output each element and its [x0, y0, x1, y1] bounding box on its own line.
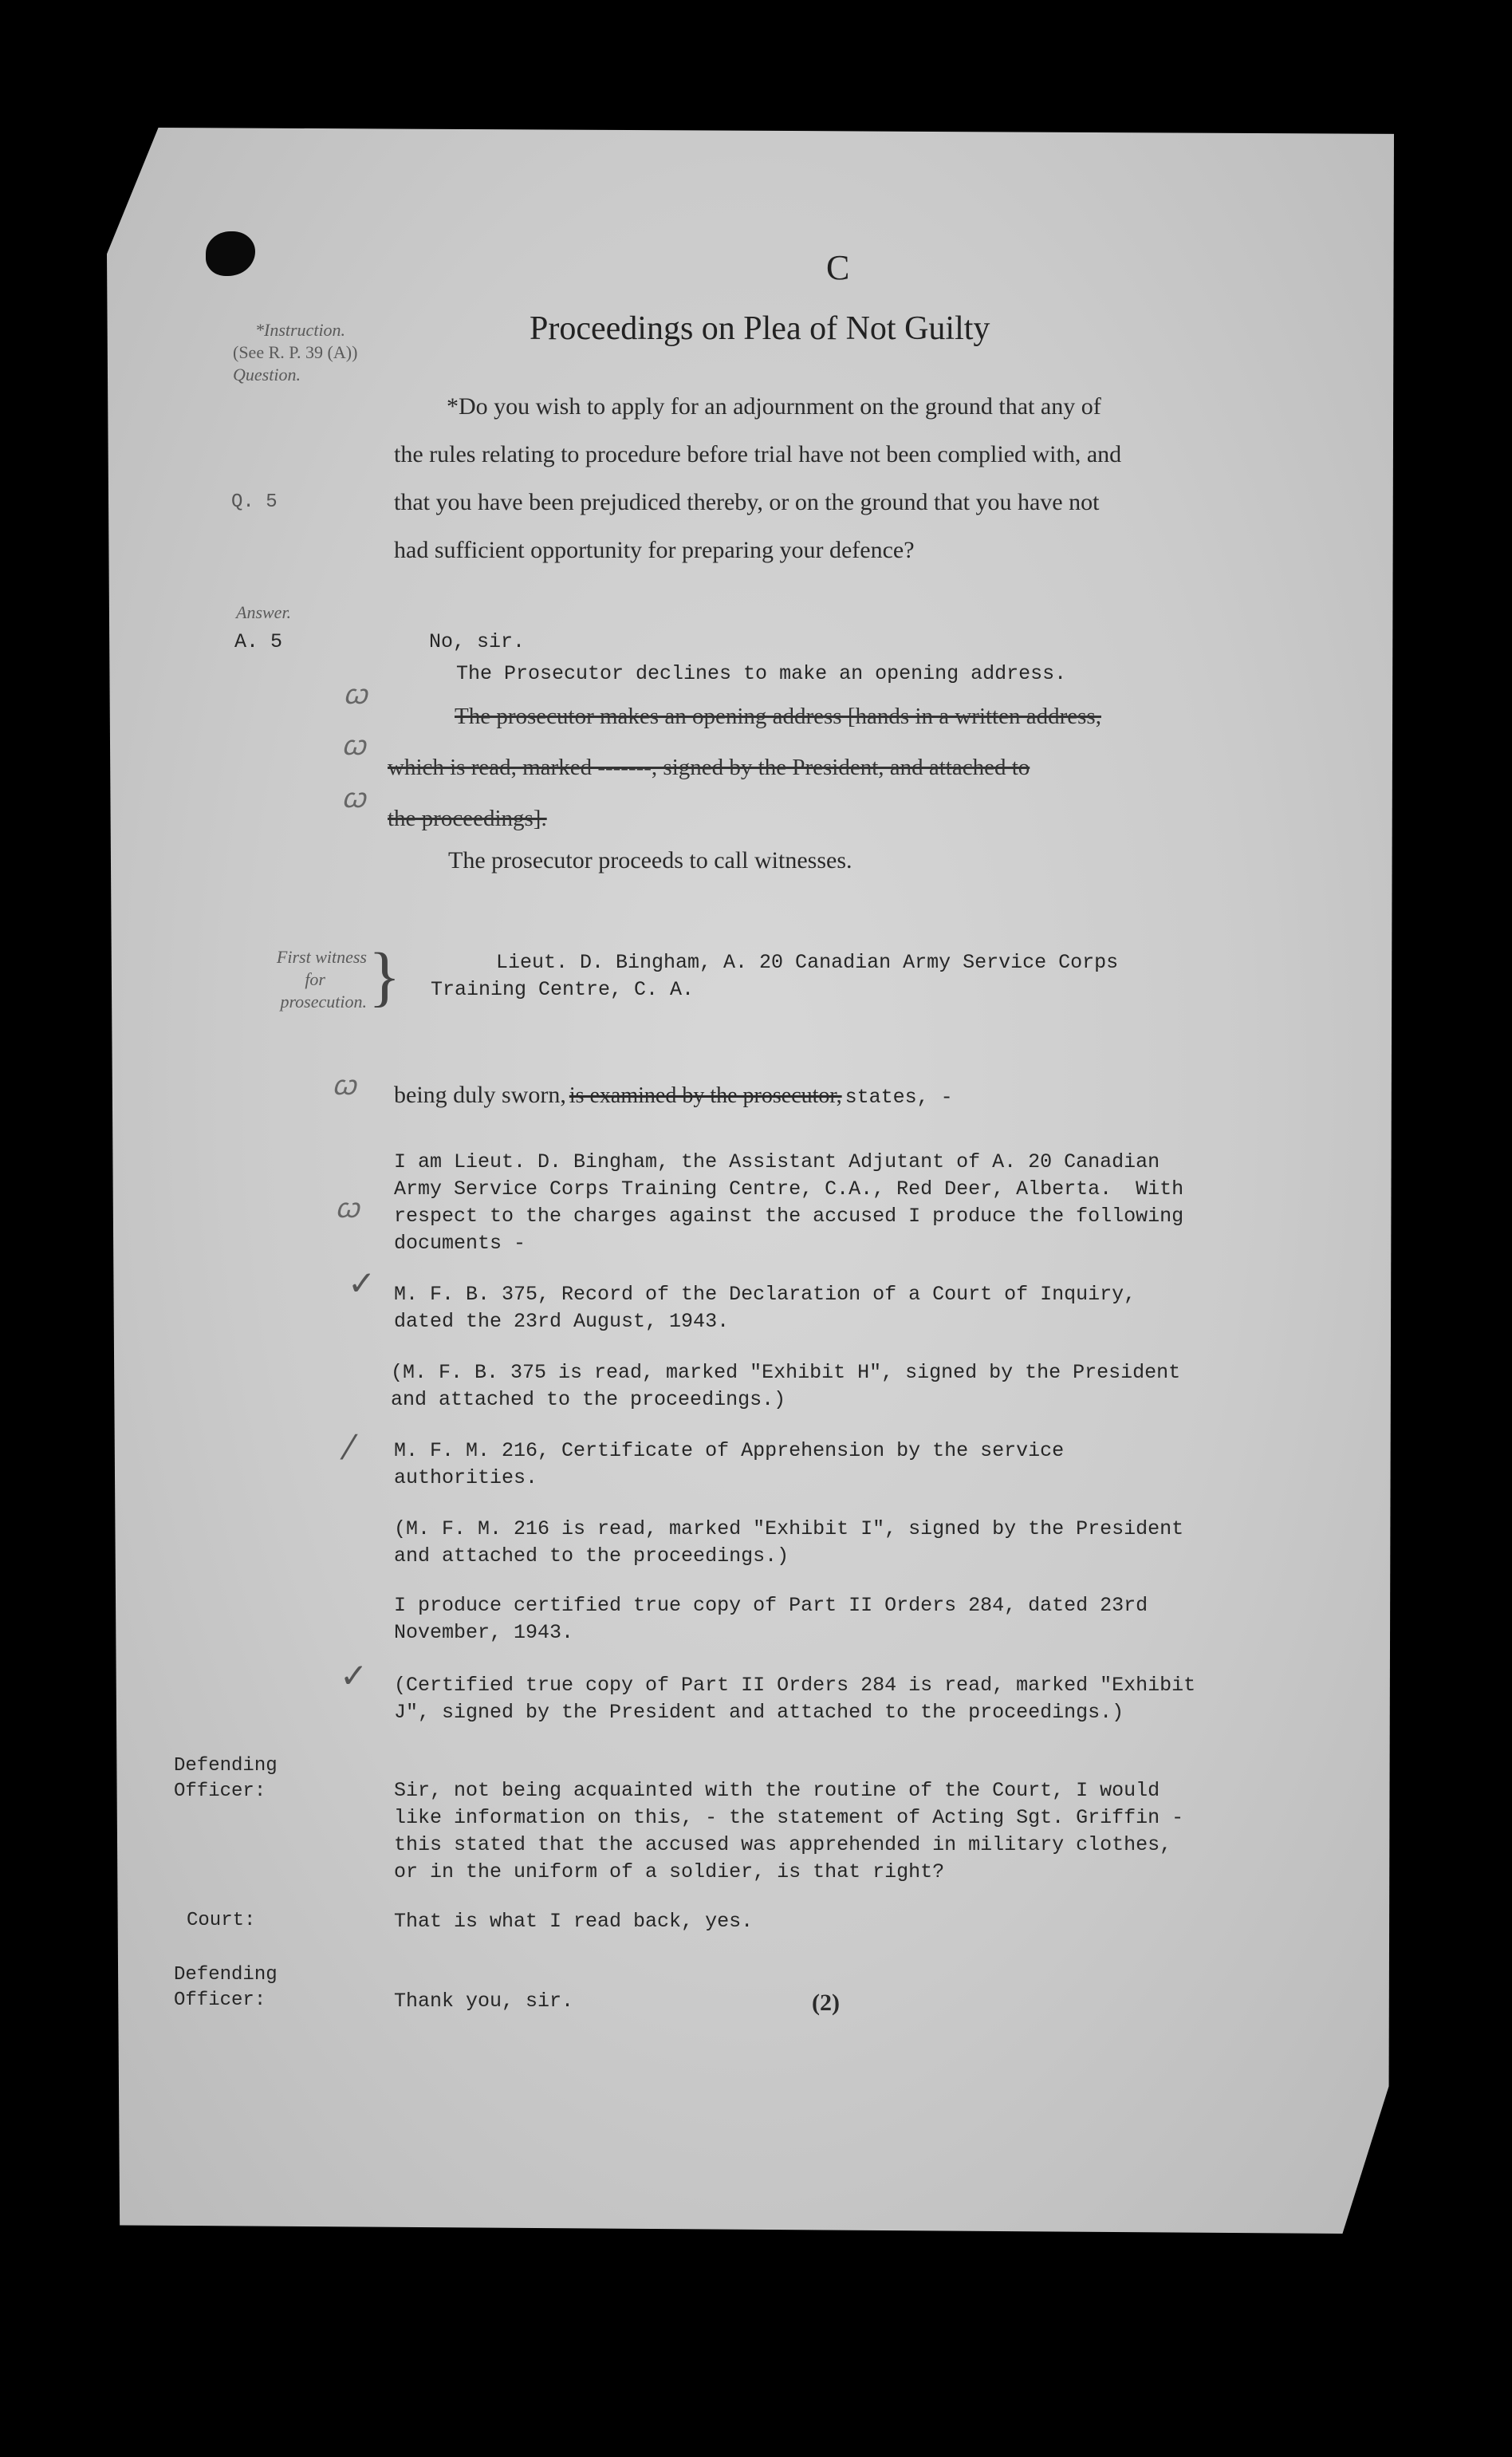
court-reply: That is what I read back, yes.: [394, 1910, 754, 1933]
margin-instruction-line: *Instruction.: [255, 320, 346, 340]
defending-officer-question: Sir, not being acquainted with the routine of the Court, I would like information on this, - the statement of Acting Sgt. Griffin - this stated that the accused was apprehended in military clothes, or in the uniform of a soldier, is that right?: [394, 1779, 1184, 1883]
sworn-suffix: states, -: [845, 1086, 953, 1109]
defending-officer-thanks: Thank you, sir.: [394, 1990, 574, 2013]
testimony-exhibit: (M. F. M. 216 is read, marked "Exhibit I", signed by the President and attached to the proceedings.): [394, 1517, 1184, 1568]
speaker-defending-officer: Defending Officer:: [174, 1964, 278, 2011]
testimony-exhibit: (M. F. B. 375 is read, marked "Exhibit H", signed by the President and attached to the proceedings.): [391, 1361, 1181, 1411]
initials-mark: ꞷ: [343, 679, 368, 711]
check-mark-icon: ⁄: [346, 1428, 352, 1467]
question-line: *Do you wish to apply for an adjournment on the ground that any of: [447, 393, 1101, 420]
question-line: that you have been prejudiced thereby, or on the ground that you have not: [394, 489, 1100, 515]
witness-line: Lieut. D. Bingham, A. 20 Canadian Army Service Corps: [496, 951, 1119, 974]
initials-mark: ꞷ: [332, 1070, 356, 1102]
page-title: Proceedings on Plea of Not Guilty: [530, 310, 990, 347]
initials-mark: ꞷ: [341, 730, 366, 762]
margin-first-witness: [233, 946, 367, 1013]
struck-opening-address: [388, 691, 1101, 844]
speaker-court: Court:: [187, 1910, 256, 1931]
section-letter: C: [826, 248, 850, 287]
question-text: [394, 383, 1319, 574]
margin-first-witness-line: for: [305, 969, 325, 989]
initials-mark: ꞷ: [335, 1193, 360, 1225]
sworn-prefix: being duly sworn,: [394, 1082, 566, 1108]
speaker-defending-officer: Defending Officer:: [174, 1755, 278, 1802]
answer-reply: No, sir.: [429, 630, 526, 653]
struck-line: which is read, marked -------, signed by the President, and attached to: [388, 755, 1030, 780]
testimony-document: M. F. B. 375, Record of the Declaration of a Court of Inquiry, dated the 23rd August, 1943.: [394, 1283, 1136, 1333]
initials-mark: ꞷ: [341, 783, 366, 814]
witness-line: Training Centre, C. A.: [431, 978, 695, 1001]
q-label: Q. 5: [231, 491, 278, 513]
testimony-document: M. F. M. 216, Certificate of Apprehension by the service authorities.: [394, 1439, 1065, 1489]
struck-line: The prosecutor makes an opening address [hands in a written address,: [455, 704, 1101, 729]
sworn-line: [394, 1082, 953, 1109]
testimony-exhibit: (Certified true copy of Part II Orders 284 is read, marked "Exhibit J", signed by the President and attached to the proceedings.): [394, 1674, 1196, 1724]
margin-first-witness-line: First witness: [276, 947, 367, 967]
question-line: had sufficient opportunity for preparing your defence?: [394, 537, 915, 563]
testimony-intro: I am Lieut. D. Bingham, the Assistant Adjutant of A. 20 Canadian Army Service Corps Training Centre, C.A., Red Deer, Alberta. With respect to the charges against the accused I produce the following documents -: [394, 1150, 1184, 1255]
answer-label: Answer.: [236, 602, 292, 622]
margin-instruction-line: Question.: [233, 365, 301, 385]
brace-mark: }: [368, 940, 401, 1014]
margin-instruction: [233, 319, 357, 386]
check-mark-icon: ✓: [340, 1656, 368, 1695]
page-number: (2): [812, 1990, 840, 2016]
prosecutor-declines: The Prosecutor declines to make an opening address.: [456, 662, 1067, 685]
margin-first-witness-line: prosecution.: [280, 992, 367, 1012]
check-mark-icon: ✓: [348, 1264, 376, 1303]
a-label: A. 5: [234, 630, 283, 653]
sworn-struck: is examined by the prosecutor,: [569, 1083, 842, 1108]
call-witnesses: The prosecutor proceeds to call witnesses.: [448, 847, 852, 874]
testimony-document: I produce certified true copy of Part II Orders 284, dated 23rd November, 1943.: [394, 1594, 1148, 1644]
struck-line: the proceedings].: [388, 806, 547, 831]
question-line: the rules relating to procedure before trial have not been complied with, and: [394, 441, 1122, 467]
margin-instruction-line: (See R. P. 39 (A)): [233, 342, 358, 362]
